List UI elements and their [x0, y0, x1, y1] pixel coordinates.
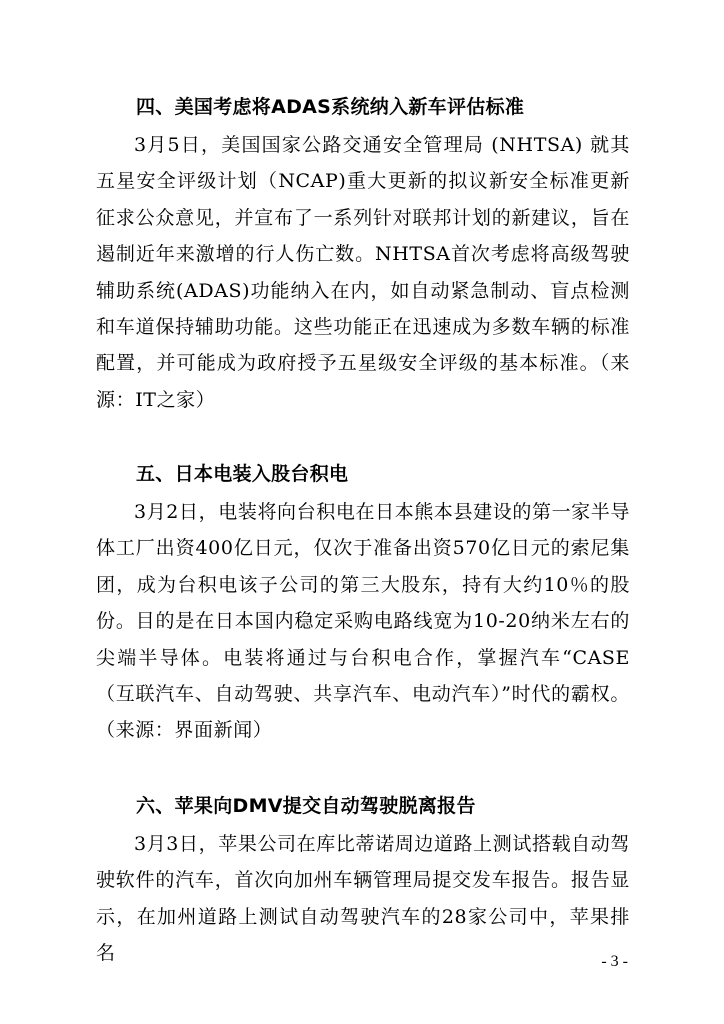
section-body-adas: 3月5日，美国国家公路交通安全管理局 (NHTSA) 就其五星安全评级计划（NCAP)重大更新的拟议新安全标准更新征求公众意见，并宣布了一系列针对联邦计划的新建议，旨在遏制近年来激增的行人伤亡数。NHTSA首次考虑将高级驾驶辅助系统(ADAS)功能纳入在内，如自动紧急制动、盲点检测和车道保持辅助功能。这些功能正在迅速成为多数车辆的标准配置，并可能成为政府授予五星级安全评级的基本标准。（来源：IT之家）: [96, 134, 630, 411]
section-heading-adas: 四、美国考虑将ADAS系统纳入新车评估标准: [136, 96, 525, 118]
section-heading-apple: 六、苹果向DMV提交自动驾驶脱离报告: [136, 795, 476, 817]
section-heading-denso: 五、日本电装入股台积电: [136, 463, 349, 485]
section-body-apple: 3月3日，苹果公司在库比蒂诺周边道路上测试搭载自动驾驶软件的汽车，首次向加州车辆管理局提交发车报告。报告显示，在加州道路上测试自动驾驶汽车的28家公司中，苹果排名: [96, 833, 630, 965]
page-number: - 3 -: [601, 953, 628, 970]
section-body-denso: 3月2日，电装将向台积电在日本熊本县建设的第一家半导体工厂出资400亿日元，仅次于准备出资570亿日元的索尼集团，成为台积电该子公司的第三大股东，持有大约10％的股份。目的是在日本国内稳定采购电路线宽为10-20纳米左右的尖端半导体。电装将通过与台积电合作，掌握汽车“CASE（互联汽车、自动驾驶、共享汽车、电动汽车）”时代的霸权。（来源：界面新闻）: [96, 501, 630, 742]
